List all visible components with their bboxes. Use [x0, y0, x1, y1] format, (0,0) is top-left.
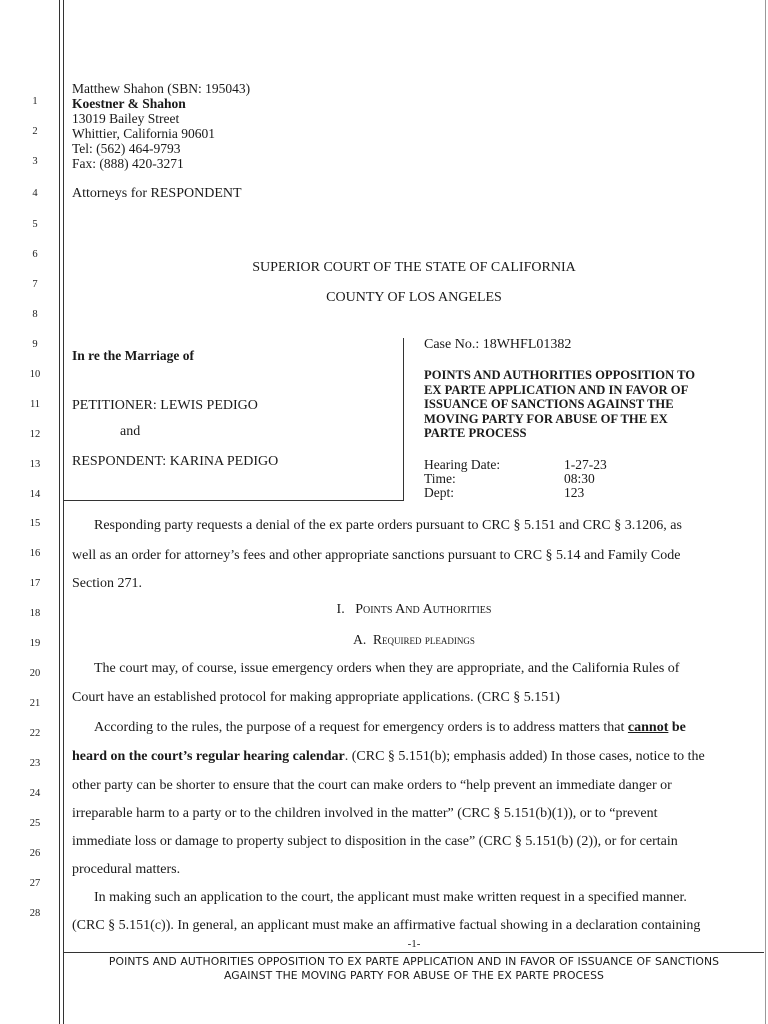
body-text: . (CRC § 5.151(b); emphasis added) In those cases, notice to the — [344, 749, 705, 764]
hearing-dept-value: 123 — [564, 485, 585, 500]
case-number: Case No.: 18WHFL01382 — [424, 337, 572, 352]
emphasis-cannot: cannot — [627, 720, 669, 735]
line-number: 8 — [32, 309, 38, 320]
document-title — [424, 368, 764, 441]
line-number: 16 — [29, 548, 41, 559]
line-number: 5 — [32, 219, 38, 230]
city-address: Whittier, California 90601 — [72, 126, 216, 141]
document-title-line: POINTS AND AUTHORITIES OPPOSITION TO — [424, 368, 696, 382]
section-heading-number: I. — [336, 602, 345, 617]
respondent: RESPONDENT: KARINA PEDIGO — [72, 454, 279, 469]
left-margin-rule-inner — [63, 0, 64, 1024]
body-line: Section 271. — [72, 576, 142, 591]
body-line: Court have an established protocol for making appropriate applications. (CRC § 5.151) — [72, 690, 560, 705]
hearing-info — [424, 458, 724, 500]
line-number: 22 — [29, 728, 41, 739]
in-re-label: In re the Marriage of — [72, 348, 194, 363]
telephone: Tel: (562) 464-9793 — [72, 141, 181, 156]
line-number: 9 — [32, 339, 38, 350]
line-number: 6 — [32, 249, 38, 260]
body-line: procedural matters. — [72, 862, 181, 877]
document-title-line: PARTE PROCESS — [424, 426, 527, 440]
line-number: 27 — [29, 878, 41, 889]
body-line: well as an order for attorney’s fees and other appropriate sanctions pursuant to CRC § 5.14 and Family Code — [72, 548, 681, 563]
line-number: 23 — [29, 758, 41, 769]
body-line: other party can be shorter to ensure that the court can make orders to “help prevent an immediate danger or — [72, 778, 672, 793]
page-number: -1- — [407, 938, 421, 950]
line-number: 7 — [32, 279, 38, 290]
document-title-line: ISSUANCE OF SANCTIONS AGAINST THE — [424, 397, 674, 411]
caption-bottom-rule — [64, 500, 404, 501]
hearing-time-value: 08:30 — [564, 471, 595, 486]
emphasis-heard: heard on the court’s regular hearing calendar — [72, 749, 345, 764]
caption-vertical-rule — [403, 338, 404, 501]
line-number: 10 — [29, 369, 41, 380]
body-line: irreparable harm to a party or to the children involved in the matter” (CRC § 5.151(b)(1)), or to “prevent — [72, 806, 658, 821]
hearing-date-value: 1-27-23 — [564, 457, 607, 472]
section-heading-text: Points And Authorities — [355, 602, 492, 617]
document-title-line: MOVING PARTY FOR ABUSE OF THE EX — [424, 411, 668, 426]
line-number: 28 — [29, 908, 41, 919]
line-number: 11 — [29, 399, 41, 410]
body-line — [72, 749, 762, 765]
line-number: 24 — [29, 788, 41, 799]
line-number: 17 — [29, 578, 41, 589]
fax: Fax: (888) 420-3271 — [72, 156, 184, 171]
body-line: The court may, of course, issue emergency orders when they are appropriate, and the California Rules of — [94, 661, 680, 676]
line-number: 2 — [32, 126, 38, 137]
subsection-heading — [64, 632, 764, 648]
attorney-name: Matthew Shahon (SBN: 195043) — [72, 81, 251, 96]
right-margin-rule — [765, 0, 766, 1024]
body-line: immediate loss or damage to property subject to disposition in the case” (CRC § 5.151(b) (2)), or for certain — [72, 834, 678, 849]
footer-title-line: POINTS AND AUTHORITIES OPPOSITION TO EX PARTE APPLICATION AND IN FAVOR OF ISSUANCE OF SANCTIONS — [108, 955, 720, 968]
attorneys-for: Attorneys for RESPONDENT — [72, 186, 242, 201]
footer-title-line: AGAINST THE MOVING PARTY FOR ABUSE OF THE EX PARTE PROCESS — [223, 969, 605, 982]
street-address: 13019 Bailey Street — [72, 111, 180, 126]
section-heading — [64, 602, 764, 618]
emphasis-be: be — [668, 720, 686, 735]
line-number: 4 — [32, 188, 38, 199]
line-number: 15 — [29, 518, 41, 529]
petitioner: PETITIONER: LEWIS PEDIGO — [72, 398, 258, 413]
body-line: Responding party requests a denial of the ex parte orders pursuant to CRC § 5.151 and CRC § 3.1206, as — [94, 518, 682, 533]
hearing-date-label: Hearing Date: — [424, 457, 501, 472]
law-firm: Koestner & Shahon — [72, 96, 186, 111]
body-line — [72, 720, 762, 736]
body-line: (CRC § 5.151(c)). In general, an applicant must make an affirmative factual showing in a declaration containing — [72, 918, 701, 933]
line-number: 19 — [29, 638, 41, 649]
footer-rule — [64, 952, 764, 953]
line-number: 3 — [32, 156, 38, 167]
line-number: 18 — [29, 608, 41, 619]
footer-title — [64, 955, 764, 983]
line-number: 12 — [29, 429, 41, 440]
court-name: SUPERIOR COURT OF THE STATE OF CALIFORNIA — [252, 260, 576, 275]
subsection-heading-number: A. — [353, 632, 367, 647]
line-number: 13 — [29, 459, 41, 470]
line-number: 25 — [29, 818, 41, 829]
body-line: In making such an application to the court, the applicant must make written request in a specified manner. — [94, 890, 687, 905]
line-number: 20 — [29, 668, 41, 679]
county-name: COUNTY OF LOS ANGELES — [326, 290, 502, 305]
and-label: and — [120, 424, 141, 439]
line-number: 21 — [29, 698, 41, 709]
subsection-heading-text: Required pleadings — [373, 632, 475, 647]
document-title-line: EX PARTE APPLICATION AND IN FAVOR OF — [424, 382, 689, 397]
left-margin-rule-outer — [59, 0, 60, 1024]
line-number: 14 — [29, 489, 41, 500]
hearing-time-label: Time: — [424, 471, 456, 486]
body-text: According to the rules, the purpose of a request for emergency orders is to address matters that — [94, 720, 628, 735]
hearing-dept-label: Dept: — [424, 485, 454, 500]
line-number: 1 — [32, 96, 38, 107]
line-number: 26 — [29, 848, 41, 859]
attorney-header — [72, 81, 392, 171]
